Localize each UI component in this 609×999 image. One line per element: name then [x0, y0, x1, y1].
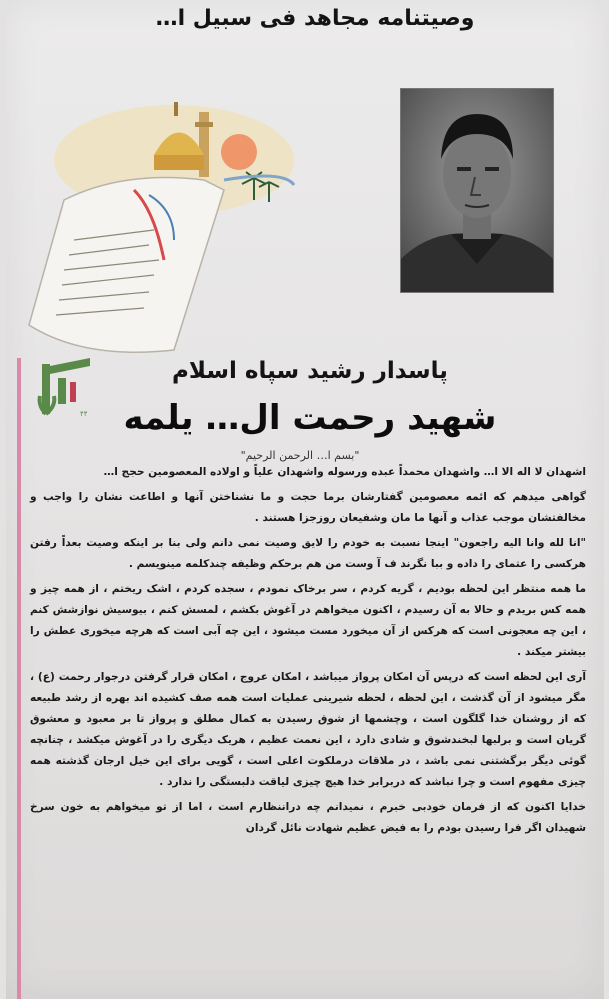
will-text-body [30, 462, 586, 839]
paragraph: خدایا اکنون که از فرمان خودبی خبرم ، نمیدانم چه دراننظارم است ، اما از تو میخواهم به خون سرخ شهیدان اگر فرا رسیدن بودم را به فیض عظیم شهادت نائل گردان [30, 801, 586, 834]
paragraph: گواهی میدهم که ائمه معصومین گفتارشان برما حجت و ما نشناختن آنها و اطاعت نشان را واجب و مخالفتشان موجب عذاب و آنها ما مان وشفیعان روزجزا هستند . [30, 491, 586, 524]
basmala-line: "بسم ا… الرحمن الرحیم" [240, 449, 360, 462]
corps-emblem-icon [32, 356, 94, 422]
margin-stripe [17, 358, 21, 999]
paragraph: ما همه منتظر این لحظه بودیم ، گریه کردم ، سر برخاک نمودم ، سجده کردم ، اشک ریختم ، از همه چیز و همه کس بریدم و حالا به آن رسیدم ، اکنون میخواهم در آغوش بکشم ، لمسش کنم ، بیوسیش نوازشش کنم ، این چه معجونی است که هرکس از آن میخورد مست میشود ، این چه آبی است که هرچه میخوری عطش را بیشتر میکند . [30, 583, 586, 658]
svg-text:۴۴: ۴۴ [80, 410, 88, 418]
paragraph: اشهدان لا اله الا ا… واشهدان محمداً عبده ورسوله واشهدان علیاً و اولاده المعصومین حجج ا… [103, 466, 586, 478]
paragraph: آری این لحظه است که درپس آن امکان پرواز میباشد ، امکان عروج ، امکان قرار گرفتن درجوار رحمت (ع) ، مگر میشود از آن گذشت ، این لحظه ، لحظه شیرینی عملیات است همه صف کشیده اند بهره از رشد طبیعه که از روشنان خدا گلگون است ، وچشمها از شوق رسیدن به کمال مطلق و پرواز تا بر معبود و معشوق گریان است و برلبها لبخندشوق و شادی دارد ، این نعمت عظیم ، هریک دیگری را در آغوش میکشد ، چنانچه گوئی دیگر برگشتنی نمی باشد ، در ملاقات درملکوت اعلی است ، گویی برای این خیل ارجان گذشته همه چیزی مفهوم است و چرا نباشد که دربرابر خدا هیچ چیزی لیاقت دلبستگی را ندارد . [30, 671, 586, 788]
rank-subtitle: پاسدار رشید سپاه اسلام [172, 358, 448, 384]
martyr-portrait-photo [400, 88, 554, 293]
shrine-scroll-illustration [24, 100, 314, 358]
paragraph: "انا لله وانا الیه راجعون" اینجا نسبت به خودم را لایق وصیت نمی دانم ولی بنا بر اینکه وصیت بعداً رفتن هرکسی را عتمای را داده و ببا نگرند ف آ وست من هم برحکم وظیفه چندکلمه مینویسم . [30, 537, 586, 570]
martyr-name-heading: شهید رحمت ال… یلمه [123, 398, 497, 438]
page-title: وصیتنامه مجاهد فی سبیل ا… [155, 6, 475, 31]
